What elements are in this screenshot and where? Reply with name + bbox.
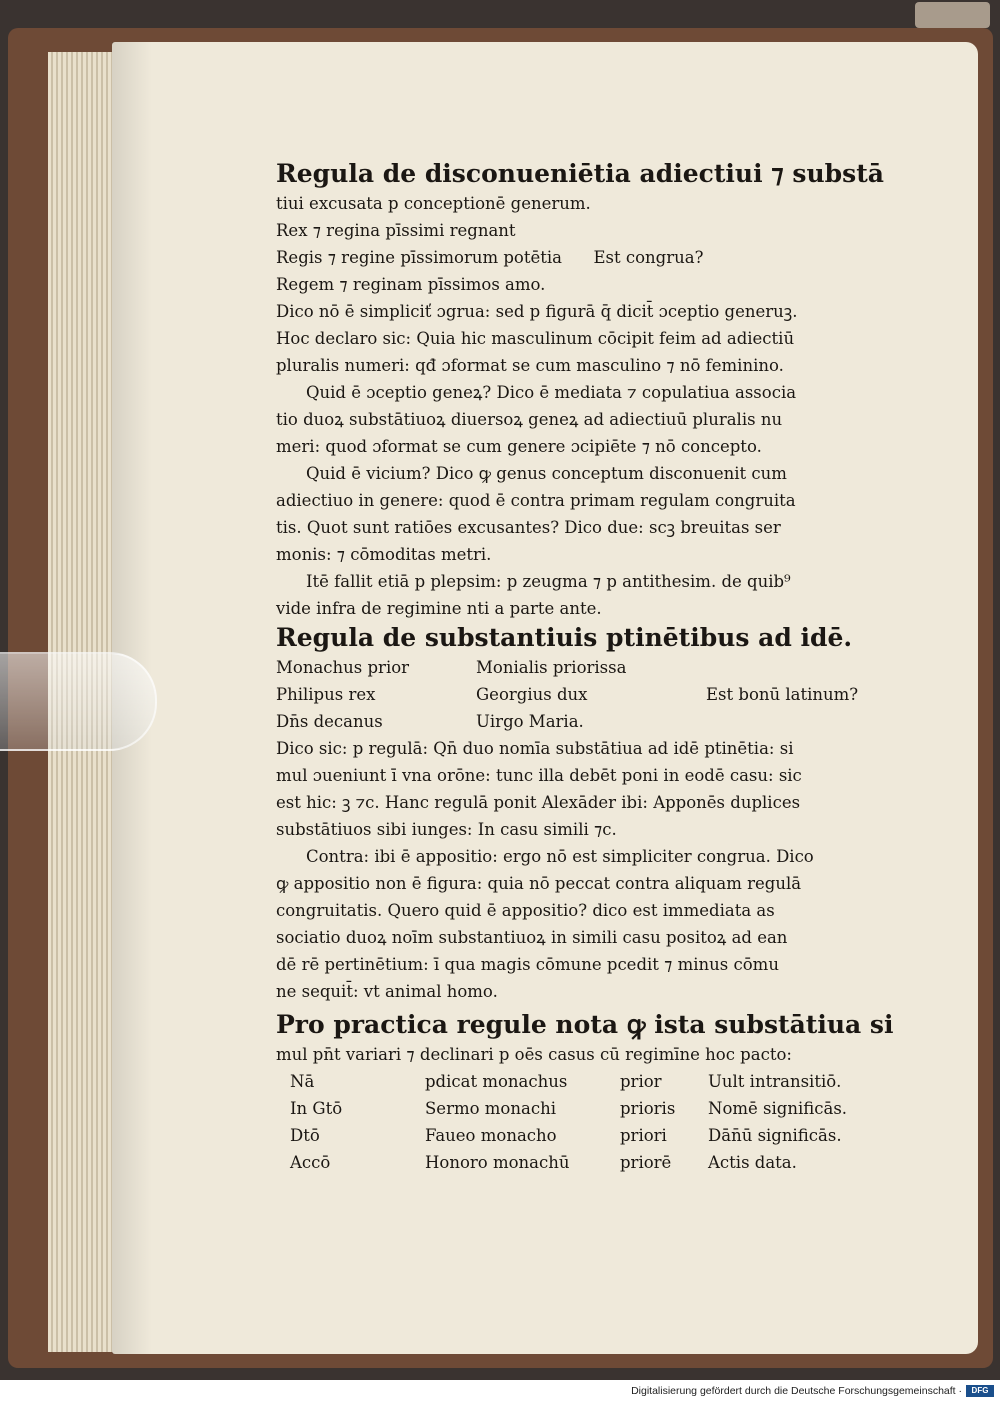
example-question: Est congrua?	[593, 248, 704, 267]
table-cell: prioris	[620, 1099, 676, 1118]
example-line: Regem ⁊ reginam pīssimos amo.	[276, 275, 546, 294]
table-cell: Honoro monachū	[425, 1153, 570, 1172]
table-cell	[706, 654, 926, 681]
heading-practica: Pro practica regule nota ꝙ ista substātiua si	[276, 1010, 894, 1039]
text-line: Quid ē ɔceptio geneꝝ? Dico ē mediata ⁊ copulatiua associa	[306, 383, 797, 402]
text-line: ne sequit̄: vt animal homo.	[276, 982, 498, 1001]
text-line: congruitatis. Quero quid ē appositio? dico est immediata as	[276, 901, 775, 920]
example-line: Rex ⁊ regina pīssimi regnant	[276, 221, 516, 240]
table-cell: Est bonū latinum?	[706, 685, 859, 704]
text-line: Quid ē vicium? Dico ꝙ genus conceptum disconuenit cum	[306, 464, 787, 483]
text-line: tis. Quot sunt ratiōes excusantes? Dico due: scꝫ breuitas ser	[276, 518, 781, 537]
table-cell: prior	[620, 1072, 662, 1091]
table-cell: Faueo monacho	[425, 1126, 557, 1145]
table-cell: Nomē significās.	[708, 1099, 848, 1118]
text-line: meri: quod ɔformat se cum genere ɔcipiēte ⁊ nō concepto.	[276, 437, 762, 456]
text-line: substātiuos sibi iunges: In casu simili ⁊c.	[276, 820, 617, 839]
table-cell: Uirgo Maria.	[476, 712, 584, 731]
text-line: Itē fallit etiā p plepsim: p zeugma ⁊ p antithesim. de quib⁹	[306, 572, 791, 591]
text-line: Contra: ibi ē appositio: ergo nō est simpliciter congrua. Dico	[306, 847, 814, 866]
text-line: sociatio duoꝝ noīm substantiuoꝝ in simili casu positoꝝ ad ean	[276, 928, 788, 947]
table-cell: Monachus prior	[276, 658, 410, 677]
table-cell: priorē	[620, 1153, 672, 1172]
text-line: est hic: ꝫ ⁊c. Hanc regulā ponit Alexāder ibi: Apponēs duplices	[276, 793, 801, 812]
text-line: tiui excusata p conceptionē generum.	[276, 194, 591, 213]
declension-table	[276, 1068, 926, 1176]
example-table-1	[276, 654, 926, 735]
cover-edge	[915, 2, 990, 28]
text-line: mul ɔueniunt ī vna orōne: tunc illa debēt poni in eodē casu: sic	[276, 766, 802, 785]
table-cell: pdicat monachus	[425, 1072, 568, 1091]
text-line: Dico nō ē simpliciť ɔgrua: sed p figurā q̄ dicit̄ ɔceptio generuꝫ.	[276, 302, 798, 321]
table-cell: Georgius dux	[476, 685, 588, 704]
example-text: Regis ⁊ regine pīssimorum potētia	[276, 248, 562, 267]
table-cell: Accō	[290, 1153, 331, 1172]
text-line: vide infra de regimine nti a parte ante.	[276, 599, 602, 618]
text-line: Dico sic: p regulā: Qn̄ duo nomīa substātiua ad idē ptinētia: si	[276, 739, 794, 758]
text-line: monis: ⁊ cōmoditas metri.	[276, 545, 492, 564]
table-cell: Nā	[290, 1072, 315, 1091]
table-cell: Philipus rex	[276, 685, 376, 704]
table-cell: Monialis priorissa	[476, 658, 627, 677]
text-line: dē rē pertinētium: ī qua magis cōmune pcedit ⁊ minus cōmu	[276, 955, 779, 974]
footer-credit: Digitalisierung gefördert durch die Deutsche Forschungsgemeinschaft ·	[631, 1385, 962, 1397]
dfg-logo-icon: DFG	[966, 1385, 994, 1397]
text-line: pluralis numeri: qđ ɔformat se cum masculino ⁊ nō feminino.	[276, 356, 784, 375]
table-cell: Actis data.	[708, 1153, 797, 1172]
text-line: tio duoꝝ substātiuoꝝ diuersoꝝ geneꝝ ad adiectiuū pluralis nu	[276, 410, 783, 429]
table-cell: Dn̄s decanus	[276, 712, 383, 731]
table-cell: Uult intransitiō.	[708, 1072, 842, 1091]
example-line	[276, 244, 926, 271]
table-cell: priori	[620, 1126, 667, 1145]
table-cell	[706, 708, 926, 735]
table-cell: Dtō	[290, 1126, 320, 1145]
text-block	[276, 158, 926, 1176]
text-line: Hoc declaro sic: Quia hic masculinum cōcipit feim ad adiectiū	[276, 329, 795, 348]
heading-substantiuis: Regula de substantiuis ptinētibus ad idē.	[276, 623, 853, 652]
text-line: adiectiuo in genere: quod ē contra primam regulam congruita	[276, 491, 796, 510]
table-cell: Sermo monachi	[425, 1099, 556, 1118]
glass-page-holder	[0, 652, 157, 751]
table-cell: Dān̄ū significās.	[708, 1126, 842, 1145]
heading-disconvenientia: Regula de disconueniētia adiectiui ⁊ substā	[276, 159, 884, 188]
show-through	[920, 190, 978, 1070]
text-line: mul pn̄t variari ⁊ declinari p oēs casus cū regimīne hoc pacto:	[276, 1045, 792, 1064]
table-cell: In Gtō	[290, 1099, 343, 1118]
footer-bar	[0, 1380, 1000, 1402]
text-line: ꝙ appositio non ē figura: quia nō peccat contra aliquam regulā	[276, 874, 802, 893]
